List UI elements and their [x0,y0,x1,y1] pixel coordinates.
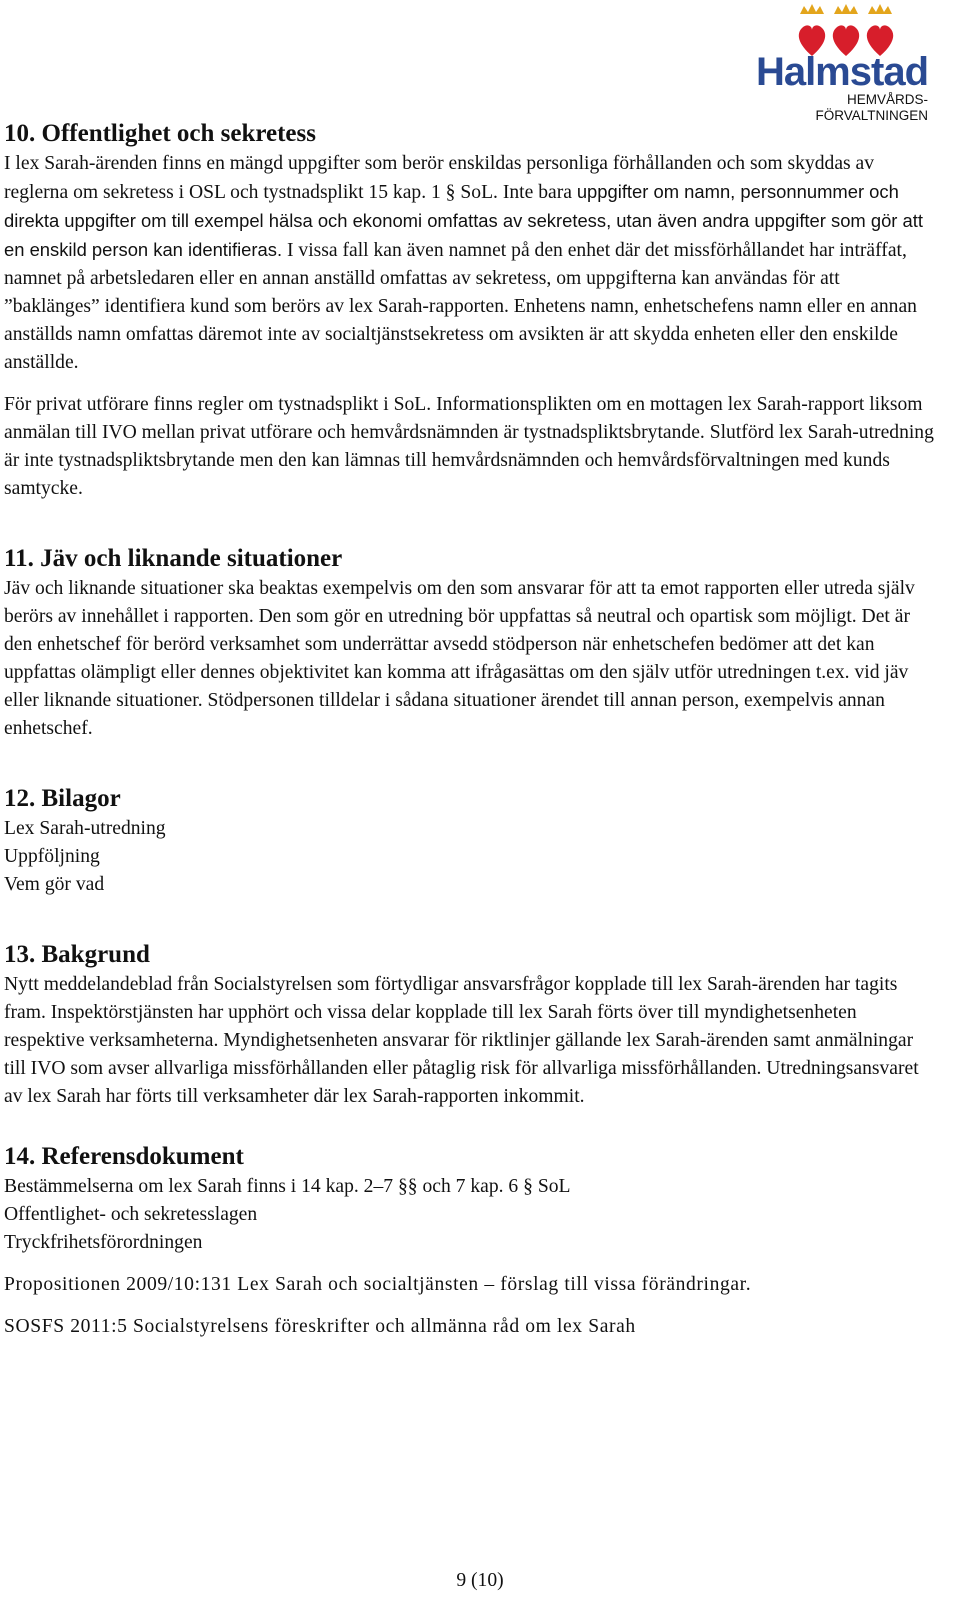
attachment-item: Vem gör vad [4,874,105,895]
section-12-heading: 12. Bilagor [4,785,121,812]
reference-item: Bestämmelserna om lex Sarah finns i 14 kap. 2–7 §§ och 7 kap. 6 § SoL [4,1176,571,1197]
section-13-heading: 13. Bakgrund [4,941,150,968]
reference-proposition: Propositionen 2009/10:131 Lex Sarah och socialtjänsten – förslag till vissa förändringar. [4,1274,752,1295]
reference-item: Tryckfrihetsförordningen [4,1232,203,1253]
halmstad-logo [738,4,928,122]
section-10-heading: 10. Offentlighet och sekretess [4,120,316,147]
reference-item: Offentlighet- och sekretesslagen [4,1204,258,1225]
page-number: 9 (10) [456,1570,504,1591]
document-body [4,118,934,1341]
section-13-paragraph-1: Nytt meddelandeblad från Socialstyrelsen som förtydligar ansvarsfrågor kopplade till lex Sarah-ärenden har tagits fram. Inspektörstjänsten har upphört och vissa delar kopplade till lex Sarah förts över till myndighetsenheten respektive verksamheterna. Myndighetsenheten ansvarar för riktlinjer gällande lex Sarah-ärenden samt anmälningar till IVO som avser allvarliga missförhållanden eller påtaglig risk för allvarliga missförhållanden. Utredningsansvaret av lex Sarah har förts till verksamheter där lex Sarah-rapporten inkommit. [4,974,919,1107]
logo-line-2: FÖRVALTNINGEN [815,108,928,123]
attachment-item: Lex Sarah-utredning [4,818,166,839]
logo-line-1: HEMVÅRDS- [846,92,928,107]
section-10-paragraph-2: För privat utförare finns regler om tystnadsplikt i SoL. Informationsplikten om en mottagen lex Sarah-rapport liksom anmälan till IVO mellan privat utförare och hemvårdsnämnden är tystnadspliktsbrytande. Slutförd lex Sarah-utredning är inte tystnadspliktsbrytande men den kan lämnas till hemvårdsnämnden och hemvårdsförvaltningen med kunds samtycke. [4,394,934,499]
logo-wordmark: Halmstad [755,50,928,94]
section-11-heading: 11. Jäv och liknande situationer [4,545,343,572]
section-14-heading: 14. Referensdokument [4,1143,244,1170]
section-10-p1-part-a: I lex Sarah-ärenden finns en mängd uppgifter som berör enskildas personliga förhållanden och som skyddas av reglerna om sekretess i OSL och tystnadsplikt 15 kap. 1 § SoL. Inte bara [4,153,875,203]
section-10-p1-part-c: I vissa fall kan även namnet på den enhet där det missförhållandet har inträffat, namnet på arbetsledaren eller en annan anställd omfattas av sekretess, om uppgifterna kan användas för att ”baklänges” identifiera kund som berörs av lex Sarah-rapporten. Enhetens namn, enhetschefens namn eller en annan anställds namn omfattas däremot inte av socialtjänstsekretess om avsikten är att skydda enheten eller den enskilde anställde. [4,240,917,373]
section-10-paragraph-1 [4,150,934,377]
section-11-paragraph-1: Jäv och liknande situationer ska beaktas exempelvis om den som ansvarar för att ta emot rapporten eller utreda själv berörs av innehållet i rapporten. Den som gör en utredning bör uppfattas så neutral och opartisk som möjligt. Det är den enhetschef för berörd verksamhet som underrättar avsedd stödperson när enhetschefen bedömer att det kan uppfattas olämpligt eller dennes objektivitet kan komma att ifrågasättas om den själv utför utredningen t.ex. vid jäv eller liknande situationer. Stödpersonen tilldelar i sådana situationer ärendet till annan person, exempelvis annan enhetschef. [4,578,915,739]
reference-sosfs: SOSFS 2011:5 Socialstyrelsens föreskrifter och allmänna råd om lex Sarah [4,1316,636,1337]
attachment-item: Uppföljning [4,846,100,867]
section-10-p1-part-b: uppgifter om namn, personnummer och direkta uppgifter om till exempel hälsa och ekonomi omfattas av sekretess, utan även andra uppgifter som gör att en enskild person kan identifieras. [4,181,923,260]
reference-list [4,1173,934,1257]
attachments-list [4,815,934,899]
